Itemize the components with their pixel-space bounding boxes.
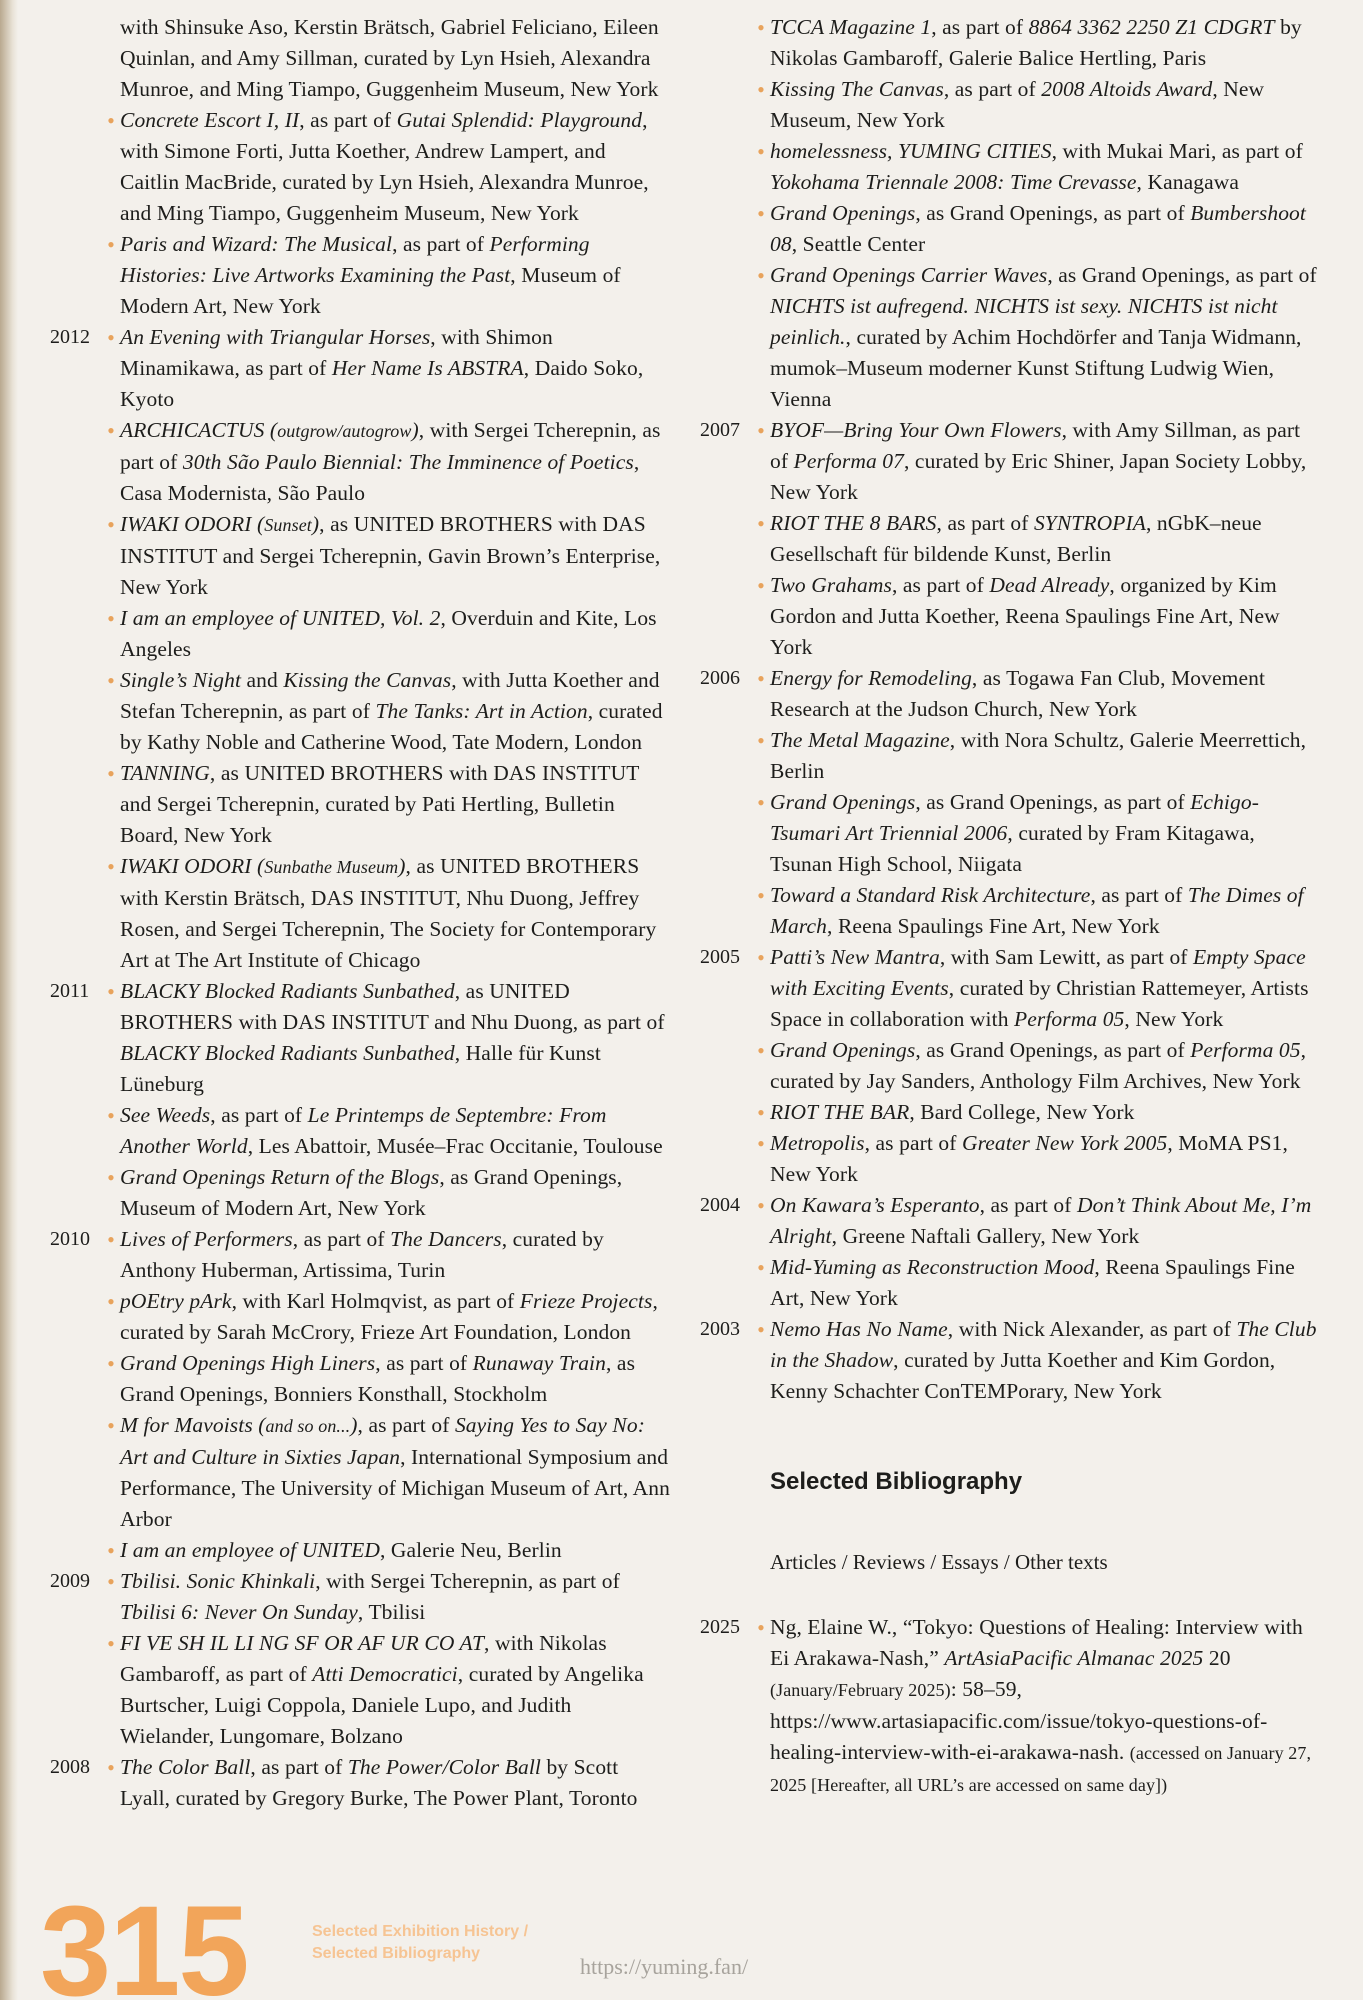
entry-text: Single’s Night and Kissing the Canvas, with Jutta Koether and Stefan Tcherepnin, as part of The Tanks: Art in Action, curated by Kathy Noble and Catherine Wood, Tate Modern, London bbox=[120, 668, 663, 754]
bullet-icon: • bbox=[757, 15, 765, 40]
bullet-icon: • bbox=[107, 1165, 115, 1190]
bullet-icon: • bbox=[757, 666, 765, 691]
entry-year: 2007 bbox=[700, 419, 740, 441]
exhibition-entry bbox=[50, 1752, 670, 1814]
bullet-icon: • bbox=[757, 573, 765, 598]
entry-text: See Weeds, as part of Le Printemps de Septembre: From Another World, Les Abattoir, Musée–Frac Occitanie, Toulouse bbox=[120, 1103, 663, 1158]
entry-text: The Color Ball, as part of The Power/Color Ball by Scott Lyall, curated by Gregory Burke, The Power Plant, Toronto bbox=[120, 1755, 638, 1810]
exhibition-entry bbox=[700, 74, 1320, 136]
bullet-icon: • bbox=[107, 325, 115, 350]
bullet-icon: • bbox=[757, 1193, 765, 1218]
bullet-icon: • bbox=[107, 1755, 115, 1780]
exhibition-entry bbox=[700, 1314, 1320, 1407]
entry-text: Concrete Escort I, II, as part of Gutai Splendid: Playground, with Simone Forti, Jutta Koether, Andrew Lampert, and Caitlin MacBride, curated by Lyn Hsieh, Alexandra Munroe, and Ming Tiampo, Guggenheim Museum, New York bbox=[120, 108, 649, 225]
exhibition-entry bbox=[50, 1348, 670, 1410]
bullet-icon: • bbox=[107, 979, 115, 1004]
entry-text: An Evening with Triangular Horses, with Shimon Minamikawa, as part of Her Name Is ABSTRA, Daido Soko, Kyoto bbox=[120, 325, 644, 411]
exhibition-entry bbox=[700, 415, 1320, 508]
exhibition-entry bbox=[50, 1286, 670, 1348]
exhibition-entry bbox=[700, 136, 1320, 198]
entry-year: 2025 bbox=[700, 1616, 740, 1638]
entry-year: 2009 bbox=[50, 1570, 90, 1592]
exhibition-entry bbox=[700, 1252, 1320, 1314]
entry-text: BLACKY Blocked Radiants Sunbathed, as UNITED BROTHERS with DAS INSTITUT and Nhu Duong, as part of BLACKY Blocked Radiants Sunbathed, Halle für Kunst Lüneburg bbox=[120, 979, 665, 1096]
entry-text: BYOF—Bring Your Own Flowers, with Amy Sillman, as part of Performa 07, curated by Eric Shiner, Japan Society Lobby, New York bbox=[770, 418, 1307, 504]
bullet-icon: • bbox=[757, 201, 765, 226]
section-label bbox=[312, 1921, 528, 1965]
exhibition-entry bbox=[50, 1628, 670, 1752]
entry-text: Mid-Yuming as Reconstruction Mood, Reena Spaulings Fine Art, New York bbox=[770, 1255, 1295, 1310]
entry-text: homelessness, YUMING CITIES, with Mukai Mari, as part of Yokohama Triennale 2008: Time Crevasse, Kanagawa bbox=[770, 139, 1303, 194]
exhibition-history-right-entries bbox=[700, 12, 1320, 1407]
entry-text: Lives of Performers, as part of The Dancers, curated by Anthony Huberman, Artissima, Turin bbox=[120, 1227, 604, 1282]
exhibition-entry bbox=[700, 508, 1320, 570]
exhibition-entry bbox=[50, 322, 670, 415]
entry-text: ARCHICACTUS (outgrow/autogrow), with Sergei Tcherepnin, as part of 30th São Paulo Biennial: The Imminence of Poetics, Casa Modernista, São Paulo bbox=[120, 418, 661, 505]
exhibition-entry bbox=[700, 570, 1320, 663]
exhibition-entry bbox=[700, 663, 1320, 725]
entry-text: Toward a Standard Risk Architecture, as part of The Dimes of March, Reena Spaulings Fine Art, New York bbox=[770, 883, 1304, 938]
bullet-icon: • bbox=[757, 1038, 765, 1063]
entry-text: Grand Openings, as Grand Openings, as part of Echigo-Tsumari Art Triennial 2006, curated by Fram Kitagawa, Tsunan High School, Niigata bbox=[770, 790, 1259, 876]
entry-text: On Kawara’s Esperanto, as part of Don’t Think About Me, I’m Alright, Greene Naftali Gallery, New York bbox=[770, 1193, 1312, 1248]
bibliography-subheading: Articles / Reviews / Essays / Other texts bbox=[770, 1550, 1108, 1574]
bullet-icon: • bbox=[757, 1317, 765, 1342]
entry-text: pOEtry pArk, with Karl Holmqvist, as part of Frieze Projects, curated by Sarah McCrory, Frieze Art Foundation, London bbox=[120, 1289, 658, 1344]
bibliography-heading: Selected Bibliography bbox=[770, 1468, 1023, 1495]
exhibition-entry bbox=[50, 1162, 670, 1224]
exhibition-entry bbox=[50, 1535, 670, 1566]
bullet-icon: • bbox=[107, 418, 115, 443]
entry-text: RIOT THE 8 BARS, as part of SYNTROPIA, nGbK–neue Gesellschaft für bildende Kunst, Berlin bbox=[770, 511, 1262, 566]
entry-text: Grand Openings High Liners, as part of Runaway Train, as Grand Openings, Bonniers Konsthall, Stockholm bbox=[120, 1351, 636, 1406]
bullet-icon: • bbox=[757, 77, 765, 102]
bullet-icon: • bbox=[107, 512, 115, 537]
exhibition-entry bbox=[700, 942, 1320, 1035]
bullet-icon: • bbox=[757, 1615, 765, 1640]
entry-text: FI VE SH IL LI NG SF OR AF UR CO AT, with Nikolas Gambaroff, as part of Atti Democratici, curated by Angelika Burtscher, Luigi Coppola, Daniele Lupo, and Judith Wielander, Lungomare, Bolzano bbox=[120, 1631, 644, 1748]
bullet-icon: • bbox=[107, 606, 115, 631]
bullet-icon: • bbox=[107, 1351, 115, 1376]
entry-text: M for Mavoists (and so on...), as part of Saying Yes to Say No: Art and Culture in Sixties Japan, International Symposium and Performance, The University of Michigan Museum of Art, Ann Arbor bbox=[120, 1413, 670, 1531]
bullet-icon: • bbox=[757, 1255, 765, 1280]
entry-text: with Shinsuke Aso, Kerstin Brätsch, Gabriel Feliciano, Eileen Quinlan, and Amy Sillman, curated by Lyn Hsieh, Alexandra Munroe, and Ming Tiampo, Guggenheim Museum, New York bbox=[120, 15, 659, 101]
bibliography-entry bbox=[700, 1612, 1320, 1801]
bullet-icon: • bbox=[757, 790, 765, 815]
entry-year: 2008 bbox=[50, 1756, 90, 1778]
entry-text: The Metal Magazine, with Nora Schultz, Galerie Meerrettich, Berlin bbox=[770, 728, 1307, 783]
page-spine-shadow bbox=[0, 0, 18, 2000]
bullet-icon: • bbox=[107, 232, 115, 257]
exhibition-entry bbox=[50, 851, 670, 976]
exhibition-history-right-column bbox=[700, 12, 1320, 1801]
bullet-icon: • bbox=[107, 1538, 115, 1563]
bullet-icon: • bbox=[757, 1100, 765, 1125]
exhibition-entry bbox=[50, 229, 670, 322]
entry-text: Paris and Wizard: The Musical, as part of Performing Histories: Live Artworks Examining the Past, Museum of Modern Art, New York bbox=[120, 232, 621, 318]
entry-text: Kissing The Canvas, as part of 2008 Altoids Award, New Museum, New York bbox=[770, 77, 1265, 132]
exhibition-entry bbox=[50, 12, 670, 105]
entry-text: I am an employee of UNITED, Vol. 2, Overduin and Kite, Los Angeles bbox=[120, 606, 657, 661]
exhibition-entry bbox=[50, 1100, 670, 1162]
bullet-icon: • bbox=[757, 418, 765, 443]
entry-text: Grand Openings Return of the Blogs, as Grand Openings, Museum of Modern Art, New York bbox=[120, 1165, 623, 1220]
bullet-icon: • bbox=[107, 1103, 115, 1128]
entry-text: Grand Openings, as Grand Openings, as part of Performa 05, curated by Jay Sanders, Anthology Film Archives, New York bbox=[770, 1038, 1307, 1093]
bullet-icon: • bbox=[757, 1131, 765, 1156]
exhibition-entry bbox=[700, 1190, 1320, 1252]
entry-text: Nemo Has No Name, with Nick Alexander, as part of The Club in the Shadow, curated by Jutta Koether and Kim Gordon, Kenny Schachter ConTEMPorary, New York bbox=[770, 1317, 1317, 1403]
exhibition-history-left-column bbox=[50, 12, 670, 1814]
bullet-icon: • bbox=[757, 511, 765, 536]
entry-year: 2010 bbox=[50, 1228, 90, 1250]
entry-text: Metropolis, as part of Greater New York 2005, MoMA PS1, New York bbox=[770, 1131, 1288, 1186]
exhibition-entry bbox=[50, 1410, 670, 1535]
exhibition-entry bbox=[50, 1566, 670, 1628]
section-label-line-1: Selected Exhibition History / bbox=[312, 1923, 529, 1940]
exhibition-entry bbox=[700, 12, 1320, 74]
entry-year: 2003 bbox=[700, 1318, 740, 1340]
exhibition-entry bbox=[700, 1097, 1320, 1128]
entry-text: Grand Openings, as Grand Openings, as part of Bumbershoot 08, Seattle Center bbox=[770, 201, 1306, 256]
exhibition-entry bbox=[700, 880, 1320, 942]
exhibition-entry bbox=[50, 665, 670, 758]
bullet-icon: • bbox=[757, 945, 765, 970]
bullet-icon: • bbox=[757, 883, 765, 908]
entry-text: RIOT THE BAR, Bard College, New York bbox=[770, 1100, 1135, 1124]
exhibition-entry bbox=[700, 1128, 1320, 1190]
entry-year: 2004 bbox=[700, 1194, 740, 1216]
entry-text: I am an employee of UNITED, Galerie Neu, Berlin bbox=[120, 1538, 562, 1562]
bullet-icon: • bbox=[107, 761, 115, 786]
exhibition-entry bbox=[50, 105, 670, 229]
page-number: 315 bbox=[40, 1888, 248, 2000]
exhibition-entry bbox=[700, 198, 1320, 260]
entry-text: TCCA Magazine 1, as part of 8864 3362 2250 Z1 CDGRT by Nikolas Gambaroff, Galerie Balice Hertling, Paris bbox=[770, 15, 1302, 70]
entry-text: TANNING, as UNITED BROTHERS with DAS INSTITUT and Sergei Tcherepnin, curated by Pati Hertling, Bulletin Board, New York bbox=[120, 761, 640, 847]
section-label-line-2: Selected Bibliography bbox=[312, 1945, 481, 1962]
entry-text: Ng, Elaine W., “Tokyo: Questions of Healing: Interview with Ei Arakawa-Nash,” ArtAsiaPacific Almanac 2025 20 (January/February 2025): 58–59, https://www.artasiapacific.com/issue/tokyo-questions-of-healing-interview-with-ei-arakawa-nash. (accessed on January 27, 2025 [Hereafter, all URL’s are accessed on same day]) bbox=[770, 1615, 1312, 1795]
bullet-icon: • bbox=[757, 139, 765, 164]
entry-text: Grand Openings Carrier Waves, as Grand Openings, as part of NICHTS ist aufregend. NICHTS ist sexy. NICHTS ist nicht peinlich., curated by Achim Hochdörfer and Tanja Widmann, mumok–Museum moderner Kunst Stiftung Ludwig Wien, Vienna bbox=[770, 263, 1317, 411]
exhibition-entry bbox=[50, 603, 670, 665]
bullet-icon: • bbox=[107, 668, 115, 693]
entry-year: 2005 bbox=[700, 946, 740, 968]
bullet-icon: • bbox=[107, 1569, 115, 1594]
bullet-icon: • bbox=[107, 108, 115, 133]
bullet-icon: • bbox=[107, 1227, 115, 1252]
entry-text: Patti’s New Mantra, with Sam Lewitt, as part of Empty Space with Exciting Events, curated by Christian Rattemeyer, Artists Space in collaboration with Performa 05, New York bbox=[770, 945, 1309, 1031]
entry-text: IWAKI ODORI (Sunbathe Museum), as UNITED BROTHERS with Kerstin Brätsch, DAS INSTITUT, Nhu Duong, Jeffrey Rosen, and Sergei Tcherepnin, The Society for Contemporary Art at The Art Institute of Chicago bbox=[120, 854, 657, 972]
entry-text: IWAKI ODORI (Sunset), as UNITED BROTHERS with DAS INSTITUT and Sergei Tcherepnin, Gavin Brown’s Enterprise, New York bbox=[120, 512, 661, 599]
exhibition-entry bbox=[700, 725, 1320, 787]
entry-year: 2012 bbox=[50, 326, 90, 348]
entry-text: Energy for Remodeling, as Togawa Fan Club, Movement Research at the Judson Church, New York bbox=[770, 666, 1266, 721]
entry-year: 2006 bbox=[700, 667, 740, 689]
bullet-icon: • bbox=[107, 1631, 115, 1656]
exhibition-entry bbox=[50, 976, 670, 1100]
bullet-icon: • bbox=[107, 1413, 115, 1438]
bullet-icon: • bbox=[107, 854, 115, 879]
exhibition-entry bbox=[50, 1224, 670, 1286]
entry-year: 2011 bbox=[50, 980, 90, 1002]
exhibition-entry bbox=[50, 758, 670, 851]
bibliography-entries bbox=[700, 1612, 1320, 1801]
bullet-icon: • bbox=[757, 728, 765, 753]
entry-text: Tbilisi. Sonic Khinkali, with Sergei Tcherepnin, as part of Tbilisi 6: Never On Sunday, Tbilisi bbox=[120, 1569, 620, 1624]
exhibition-entry bbox=[700, 260, 1320, 415]
exhibition-entry bbox=[50, 415, 670, 509]
bullet-icon: • bbox=[757, 263, 765, 288]
bullet-icon: • bbox=[107, 1289, 115, 1314]
watermark-url: https://yuming.fan/ bbox=[580, 1954, 749, 1979]
exhibition-entry bbox=[50, 509, 670, 603]
exhibition-entry bbox=[700, 1035, 1320, 1097]
exhibition-entry bbox=[700, 787, 1320, 880]
entry-text: Two Grahams, as part of Dead Already, organized by Kim Gordon and Jutta Koether, Reena Spaulings Fine Art, New York bbox=[770, 573, 1280, 659]
